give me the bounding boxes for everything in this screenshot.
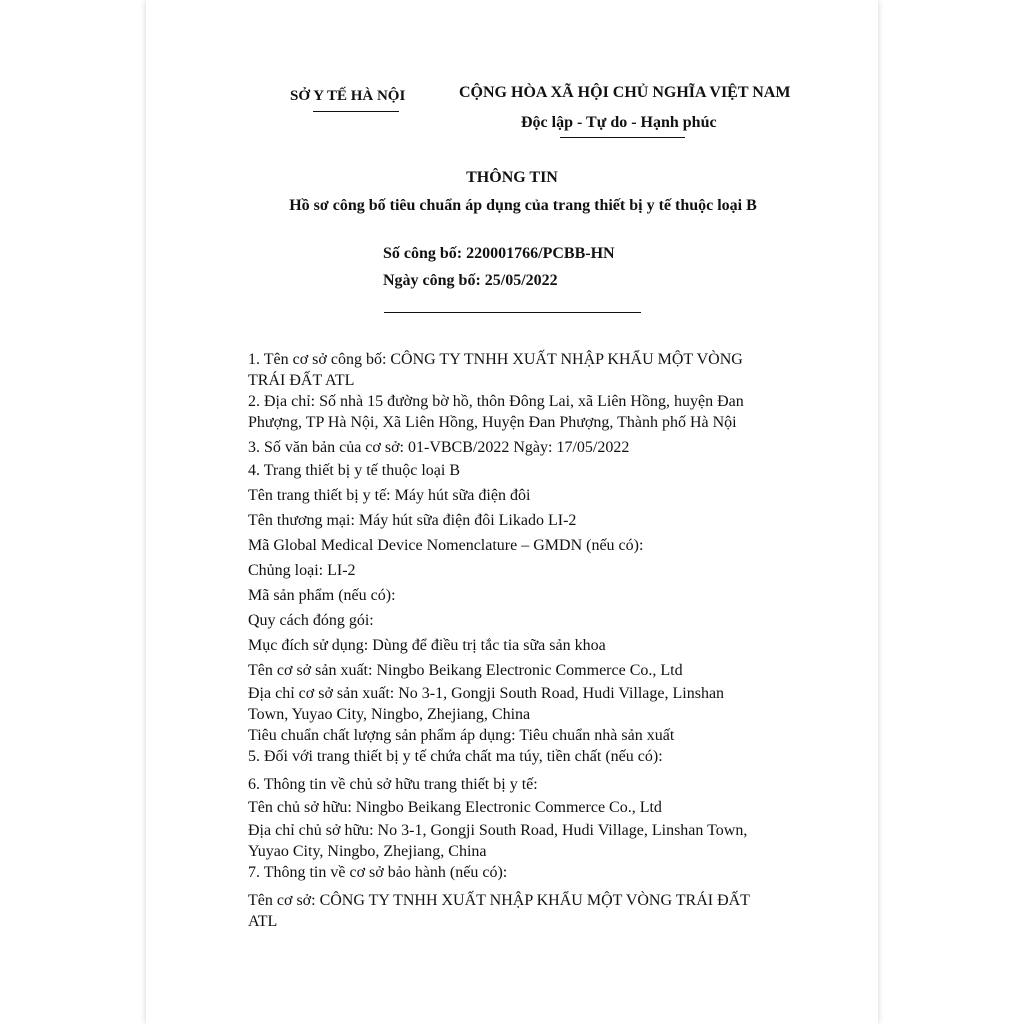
header-divider (384, 312, 641, 313)
product-code: Mã sản phẩm (nếu có): (248, 587, 396, 604)
national-title: CỘNG HÒA XÃ HỘI CHỦ NGHĨA VIỆT NAM (459, 84, 791, 101)
agency-name: SỞ Y TẾ HÀ NỘI (290, 88, 406, 104)
packaging: Quy cách đóng gói: (248, 612, 374, 629)
trade-name: Tên thương mại: Máy hút sữa điện đôi Likado LI-2 (248, 512, 577, 529)
owner-address-line1: Địa chỉ chủ sở hữu: No 3-1, Gongji South Road, Hudi Village, Linshan Town, (248, 822, 748, 839)
item1-line2: TRÁI ĐẤT ATL (248, 372, 355, 389)
owner-name: Tên chủ sở hữu: Ningbo Beikang Electronic Commerce Co., Ltd (248, 799, 662, 816)
motto-underline (560, 137, 685, 138)
manufacturer-address-line1: Địa chỉ cơ sở sản xuất: No 3-1, Gongji South Road, Hudi Village, Linshan (248, 685, 725, 702)
national-motto: Độc lập - Tự do - Hạnh phúc (521, 114, 717, 131)
item2-line1: 2. Địa chỉ: Số nhà 15 đường bờ hồ, thôn Đông Lai, xã Liên Hồng, huyện Đan (248, 393, 744, 410)
device-name: Tên trang thiết bị y tế: Máy hút sữa điện đôi (248, 487, 531, 504)
item7: 7. Thông tin về cơ sở bảo hành (nếu có): (248, 864, 508, 881)
item6: 6. Thông tin về chủ sở hữu trang thiết bị y tế: (248, 776, 538, 793)
item2-line2: Phượng, TP Hà Nội, Xã Liên Hồng, Huyện Đan Phượng, Thành phố Hà Nội (248, 414, 737, 431)
document-subtitle: Hồ sơ công bố tiêu chuẩn áp dụng của trang thiết bị y tế thuộc loại B (289, 197, 757, 214)
publication-date: Ngày công bố: 25/05/2022 (383, 272, 558, 289)
warranty-name-line2: ATL (248, 913, 278, 930)
model: Chủng loại: LI-2 (248, 562, 356, 579)
item5: 5. Đối với trang thiết bị y tế chứa chất ma túy, tiền chất (nếu có): (248, 748, 663, 765)
owner-address-line2: Yuyao City, Ningbo, Zhejiang, China (248, 843, 487, 860)
item4: 4. Trang thiết bị y tế thuộc loại B (248, 462, 460, 479)
document-title: THÔNG TIN (466, 169, 558, 186)
document-body (248, 349, 808, 932)
manufacturer: Tên cơ sở sản xuất: Ningbo Beikang Electronic Commerce Co., Ltd (248, 662, 683, 679)
publication-number: Số công bố: 220001766/PCBB-HN (383, 245, 615, 262)
item1-line1: 1. Tên cơ sở công bố: CÔNG TY TNHH XUẤT NHẬP KHẨU MỘT VÒNG (248, 351, 743, 368)
manufacturer-address-line2: Town, Yuyao City, Ningbo, Zhejiang, China (248, 706, 531, 723)
item3: 3. Số văn bản của cơ sở: 01-VBCB/2022 Ngày: 17/05/2022 (248, 439, 630, 456)
warranty-name-line1: Tên cơ sở: CÔNG TY TNHH XUẤT NHẬP KHẨU MỘT VÒNG TRÁI ĐẤT (248, 892, 750, 909)
agency-underline (313, 111, 399, 112)
intended-use: Mục đích sử dụng: Dùng để điều trị tắc tia sữa sản khoa (248, 637, 606, 654)
quality-standard: Tiêu chuẩn chất lượng sản phẩm áp dụng: Tiêu chuẩn nhà sản xuất (248, 727, 675, 744)
gmdn-code: Mã Global Medical Device Nomenclature – GMDN (nếu có): (248, 537, 644, 554)
